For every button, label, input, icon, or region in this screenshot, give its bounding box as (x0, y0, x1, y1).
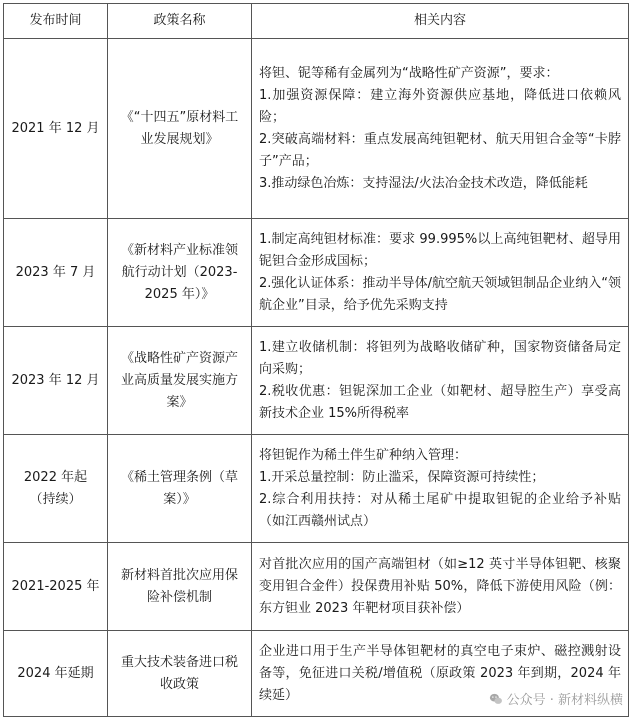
row-content (252, 435, 629, 543)
header-policy-name: 政策名称 (108, 4, 252, 39)
row-date: 2021 年 12 月 (4, 39, 108, 219)
table-row (4, 327, 629, 435)
row-policy-name: 新材料首批次应用保险补偿机制 (108, 543, 252, 631)
content-line: 将钽铌作为稀土伴生矿种纳入管理： (259, 447, 468, 463)
row-date: 2024 年延期 (4, 631, 108, 717)
content-line: 1.开采总量控制：防止滥采，保障资源可持续性； (259, 469, 545, 485)
content-line: 将钽、铌等稀有金属列为“战略性矿产资源”，要求： (259, 65, 559, 81)
content-line: 对首批次应用的国产高端钽材（如≥12 英寸半导体钽靶、核聚变用钽合金件）投保费用补贴 50%，降低下游使用风险（例：东方钽业 2023 年靶材项目获补偿） (259, 556, 621, 616)
row-content (252, 39, 629, 219)
content-line: 1.制定高纯钽材标准：要求 99.995%以上高纯钽靶材、超导用铌钽合金形成国标； (259, 231, 621, 269)
row-date: 2021-2025 年 (4, 543, 108, 631)
content-line: 1.建立收储机制：将钽列为战略收储矿种，国家物资储备局定向采购； (259, 339, 621, 377)
row-date: 2023 年 7 月 (4, 219, 108, 327)
row-content (252, 543, 629, 631)
row-policy-name: 《“十四五”原材料工业发展规划》 (108, 39, 252, 219)
policy-table (3, 3, 629, 717)
row-policy-name: 《战略性矿产资源产业高质量发展实施方案》 (108, 327, 252, 435)
table-row (4, 219, 629, 327)
table-row (4, 543, 629, 631)
row-date: 2023 年 12 月 (4, 327, 108, 435)
content-line: 2.税收优惠：钽铌深加工企业（如靶材、超导腔生产）享受高新技术企业 15%所得税率 (259, 383, 621, 421)
wechat-icon (489, 692, 503, 706)
table-header-row (4, 4, 629, 39)
watermark-text: 公众号 · 新材料纵横 (506, 693, 623, 708)
row-content (252, 219, 629, 327)
header-content: 相关内容 (252, 4, 629, 39)
row-content (252, 327, 629, 435)
content-line: 2.综合利用扶持：对从稀土尾矿中提取钽铌的企业给予补贴（如江西赣州试点） (259, 491, 621, 529)
table-row (4, 435, 629, 543)
content-line: 2.突破高端材料：重点发展高纯钽靶材、航天用钽合金等“卡脖子”产品； (259, 131, 621, 169)
content-line: 企业进口用于生产半导体钽靶材的真空电子束炉、磁控溅射设备等，免征进口关税/增值税（原政策 2023 年到期，2024 年续延） (259, 643, 621, 703)
content-line: 1.加强资源保障：建立海外资源供应基地，降低进口依赖风险； (259, 87, 621, 125)
content-line: 2.强化认证体系：推动半导体/航空航天领域钽制品企业纳入“领航企业”目录，给予优先采购支持 (259, 275, 621, 313)
row-policy-name: 《稀土管理条例（草案）》 (108, 435, 252, 543)
watermark (486, 688, 626, 709)
row-policy-name: 重大技术装备进口税收政策 (108, 631, 252, 717)
content-line: 3.推动绿色冶炼：支持湿法/火法冶金技术改造，降低能耗 (259, 175, 588, 191)
row-date: 2022 年起（持续） (4, 435, 108, 543)
header-date: 发布时间 (4, 4, 108, 39)
table-row (4, 39, 629, 219)
row-policy-name: 《新材料产业标准领航行动计划（2023-2025 年）》 (108, 219, 252, 327)
